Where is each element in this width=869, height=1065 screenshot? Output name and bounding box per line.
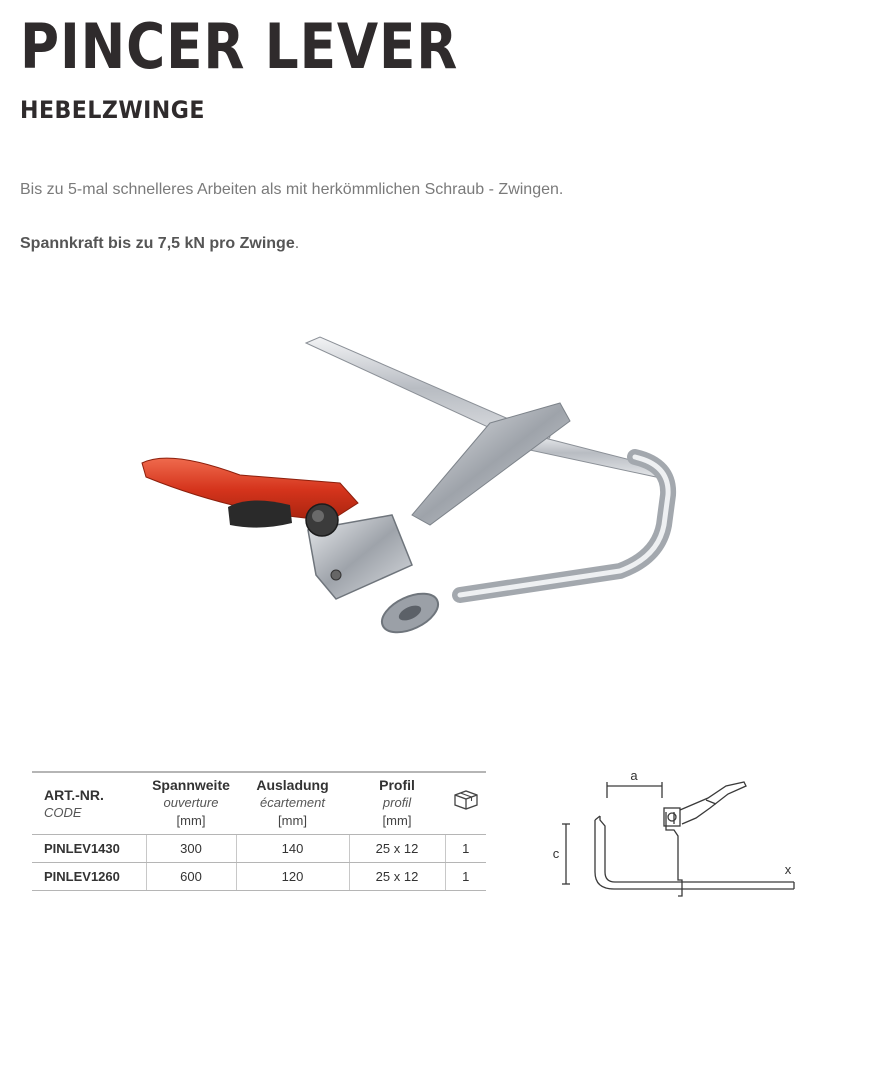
- spec-table-header: [32, 772, 486, 835]
- row-opening: 300: [146, 835, 236, 863]
- col-profile-header: [349, 772, 445, 835]
- row-profile: 25 x 12: [349, 863, 445, 891]
- clamping-force-bold: Spannkraft bis zu 7,5 kN pro Zwinge: [20, 235, 295, 252]
- col-code-header: [32, 772, 146, 835]
- row-profile: 25 x 12: [349, 835, 445, 863]
- col-profile-label: Profil: [379, 777, 415, 793]
- clamping-force-suffix: .: [294, 235, 300, 252]
- col-code-sub: CODE: [44, 805, 82, 820]
- table-row: [32, 863, 486, 891]
- spec-table: [32, 771, 486, 891]
- clamping-force-text: [20, 235, 299, 253]
- col-opening-sub: ouverture: [163, 795, 219, 810]
- package-box-icon: [453, 789, 479, 811]
- row-code: PINLEV1430: [32, 835, 146, 863]
- row-throat: 120: [236, 863, 349, 891]
- row-pack: 1: [445, 863, 486, 891]
- col-code-label: ART.-NR.: [44, 787, 104, 803]
- col-throat-label: Ausladung: [256, 777, 329, 793]
- dimension-x-label: x: [784, 862, 792, 877]
- col-opening-header: [146, 772, 236, 835]
- col-throat-unit: [mm]: [278, 813, 307, 828]
- product-description: Bis zu 5-mal schnelleres Arbeiten als mit herkömmlichen Schraub - Zwingen.: [20, 181, 564, 198]
- table-row: [32, 835, 486, 863]
- page-title: PINCER LEVER: [20, 10, 459, 83]
- col-pack-header: [445, 772, 486, 835]
- row-pack: 1: [445, 835, 486, 863]
- dimension-c-label: c: [552, 846, 560, 861]
- row-code: PINLEV1260: [32, 863, 146, 891]
- col-opening-label: Spannweite: [152, 777, 230, 793]
- lever-clamp-product-image: [130, 325, 690, 655]
- col-throat-header: [236, 772, 349, 835]
- page-subtitle: HEBELZWINGE: [20, 96, 205, 124]
- col-throat-sub: écartement: [259, 795, 326, 810]
- col-profile-sub: profil: [382, 795, 412, 810]
- row-throat: 140: [236, 835, 349, 863]
- dimension-a-label: a: [630, 768, 638, 783]
- col-profile-unit: [mm]: [382, 813, 412, 828]
- row-opening: 600: [146, 863, 236, 891]
- col-opening-unit: [mm]: [176, 813, 206, 828]
- dimension-diagram: [550, 768, 810, 898]
